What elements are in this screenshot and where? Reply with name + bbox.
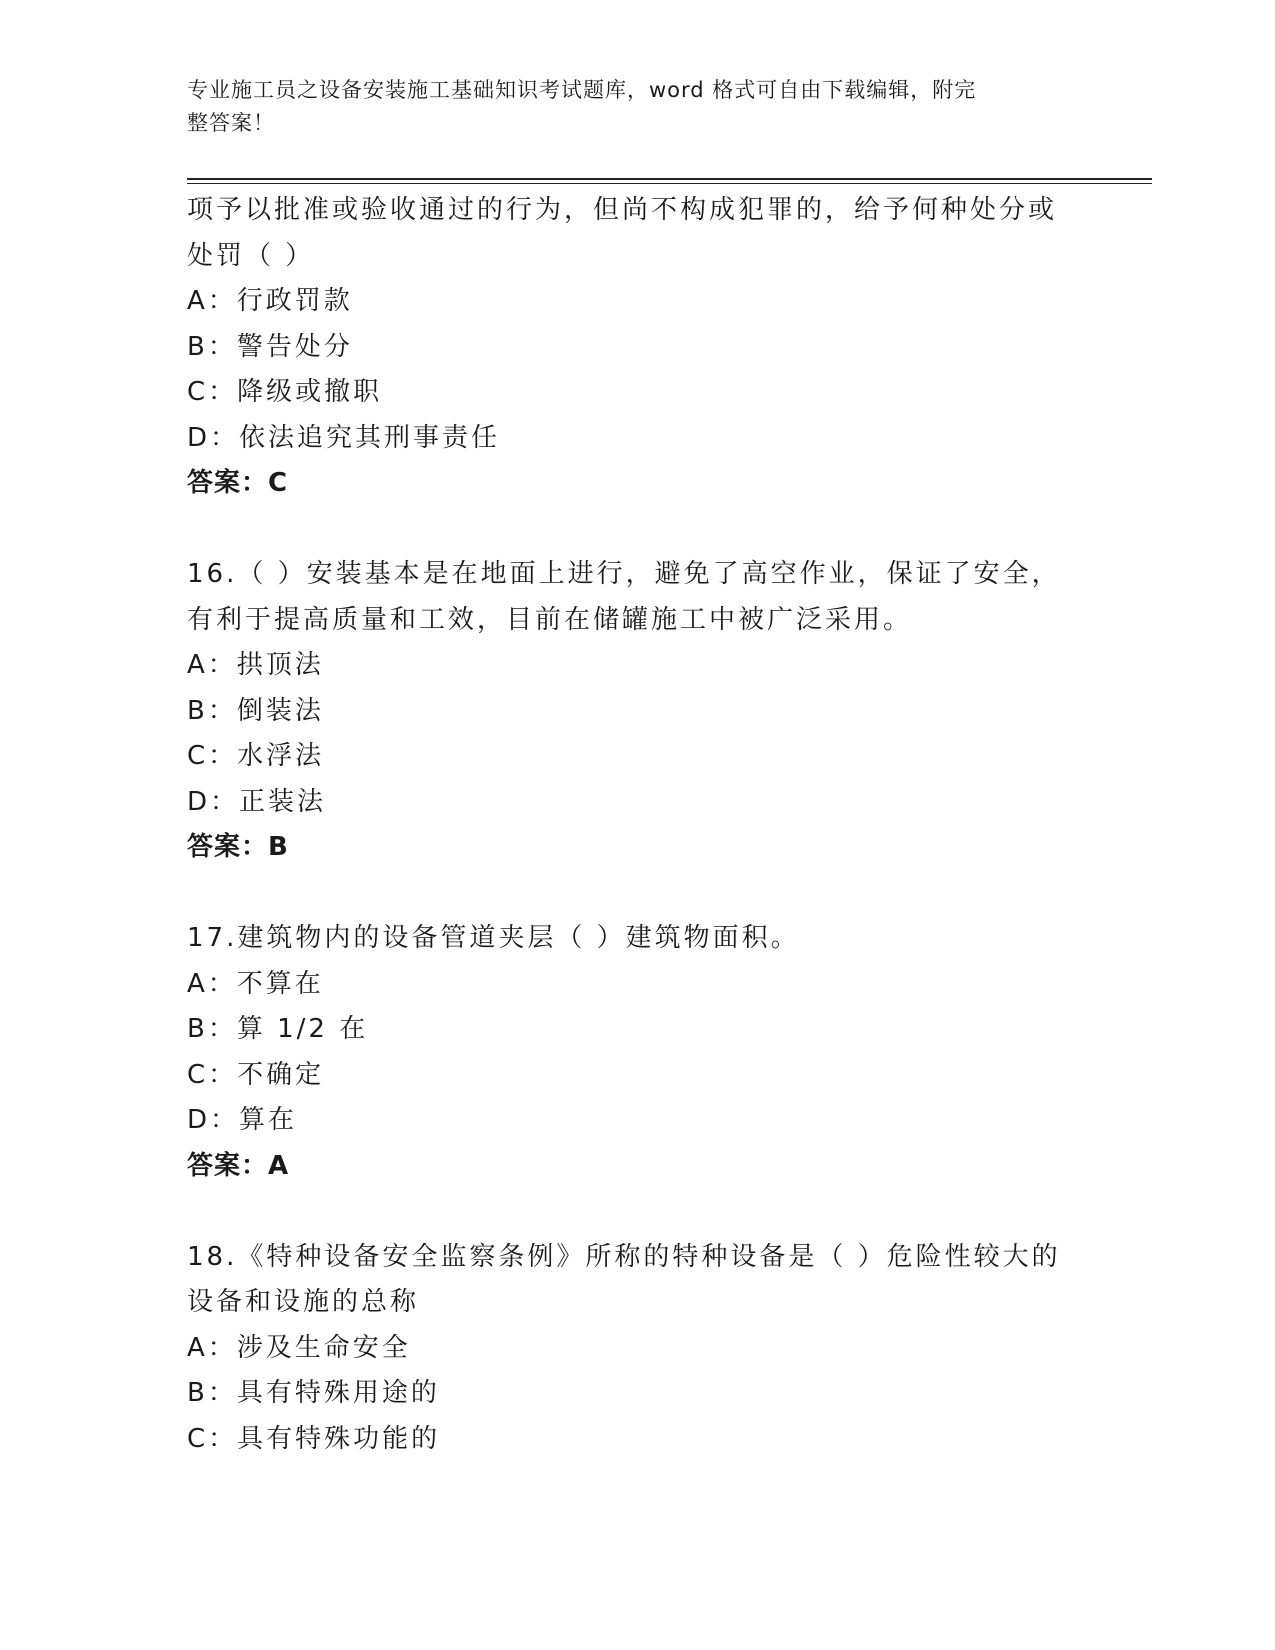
option-d: D：正装法 <box>187 786 327 817</box>
option-a: A：行政罚款 <box>187 286 353 316</box>
answer: 答案：B <box>187 832 289 862</box>
answer: 答案：A <box>187 1150 290 1181</box>
header-line-1: 专业施工员之设备安装施工基础知识考试题库，word 格式可自由下载编辑，附完 <box>187 78 977 102</box>
question-stem: 18.《特种设备安全监察条例》所称的特种设备是（ ）危险性较大的 <box>187 1241 1061 1272</box>
question-16 <box>187 552 1067 871</box>
question-stem: 16.（ ）安装基本是在地面上进行，避免了高空作业，保证了安全， <box>187 559 1061 589</box>
option-c: C：降级或撤职 <box>187 377 383 407</box>
option-a: A：拱顶法 <box>187 650 324 680</box>
spacer <box>187 871 1067 917</box>
question-stem: 设备和设施的总称 <box>187 1287 420 1317</box>
header-rule-thick <box>187 178 1152 180</box>
question-17 <box>187 916 1067 1189</box>
question-stem: 处罚（ ） <box>187 240 315 271</box>
question-stem: 项予以批准或验收通过的行为，但尚不构成犯罪的，给予何种处分或 <box>187 195 1058 225</box>
question-list <box>187 188 1067 1462</box>
option-b: B：警告处分 <box>187 331 353 362</box>
option-c: C：水浮法 <box>187 741 325 771</box>
option-c: C：具有特殊功能的 <box>187 1423 441 1454</box>
option-d: D：算在 <box>187 1105 298 1135</box>
document-header <box>187 74 1067 140</box>
option-c: C：不确定 <box>187 1059 325 1090</box>
spacer <box>187 1189 1067 1235</box>
header-line-2: 整答案！ <box>187 111 275 135</box>
question-stem: 有利于提高质量和工效，目前在储罐施工中被广泛采用。 <box>187 604 913 635</box>
option-b: B：倒装法 <box>187 695 324 726</box>
option-a: A：涉及生命安全 <box>187 1332 411 1363</box>
option-a: A：不算在 <box>187 968 324 999</box>
question-15 <box>187 188 1067 507</box>
question-stem: 17.建筑物内的设备管道夹层（ ）建筑物面积。 <box>187 923 800 953</box>
option-b: B：算 1/2 在 <box>187 1014 369 1044</box>
option-b: B：具有特殊用途的 <box>187 1378 440 1408</box>
question-18 <box>187 1235 1067 1463</box>
answer: 答案：C <box>187 468 289 498</box>
spacer <box>187 507 1067 553</box>
option-d: D：依法追究其刑事责任 <box>187 422 501 453</box>
header-rule-thin <box>187 183 1152 184</box>
